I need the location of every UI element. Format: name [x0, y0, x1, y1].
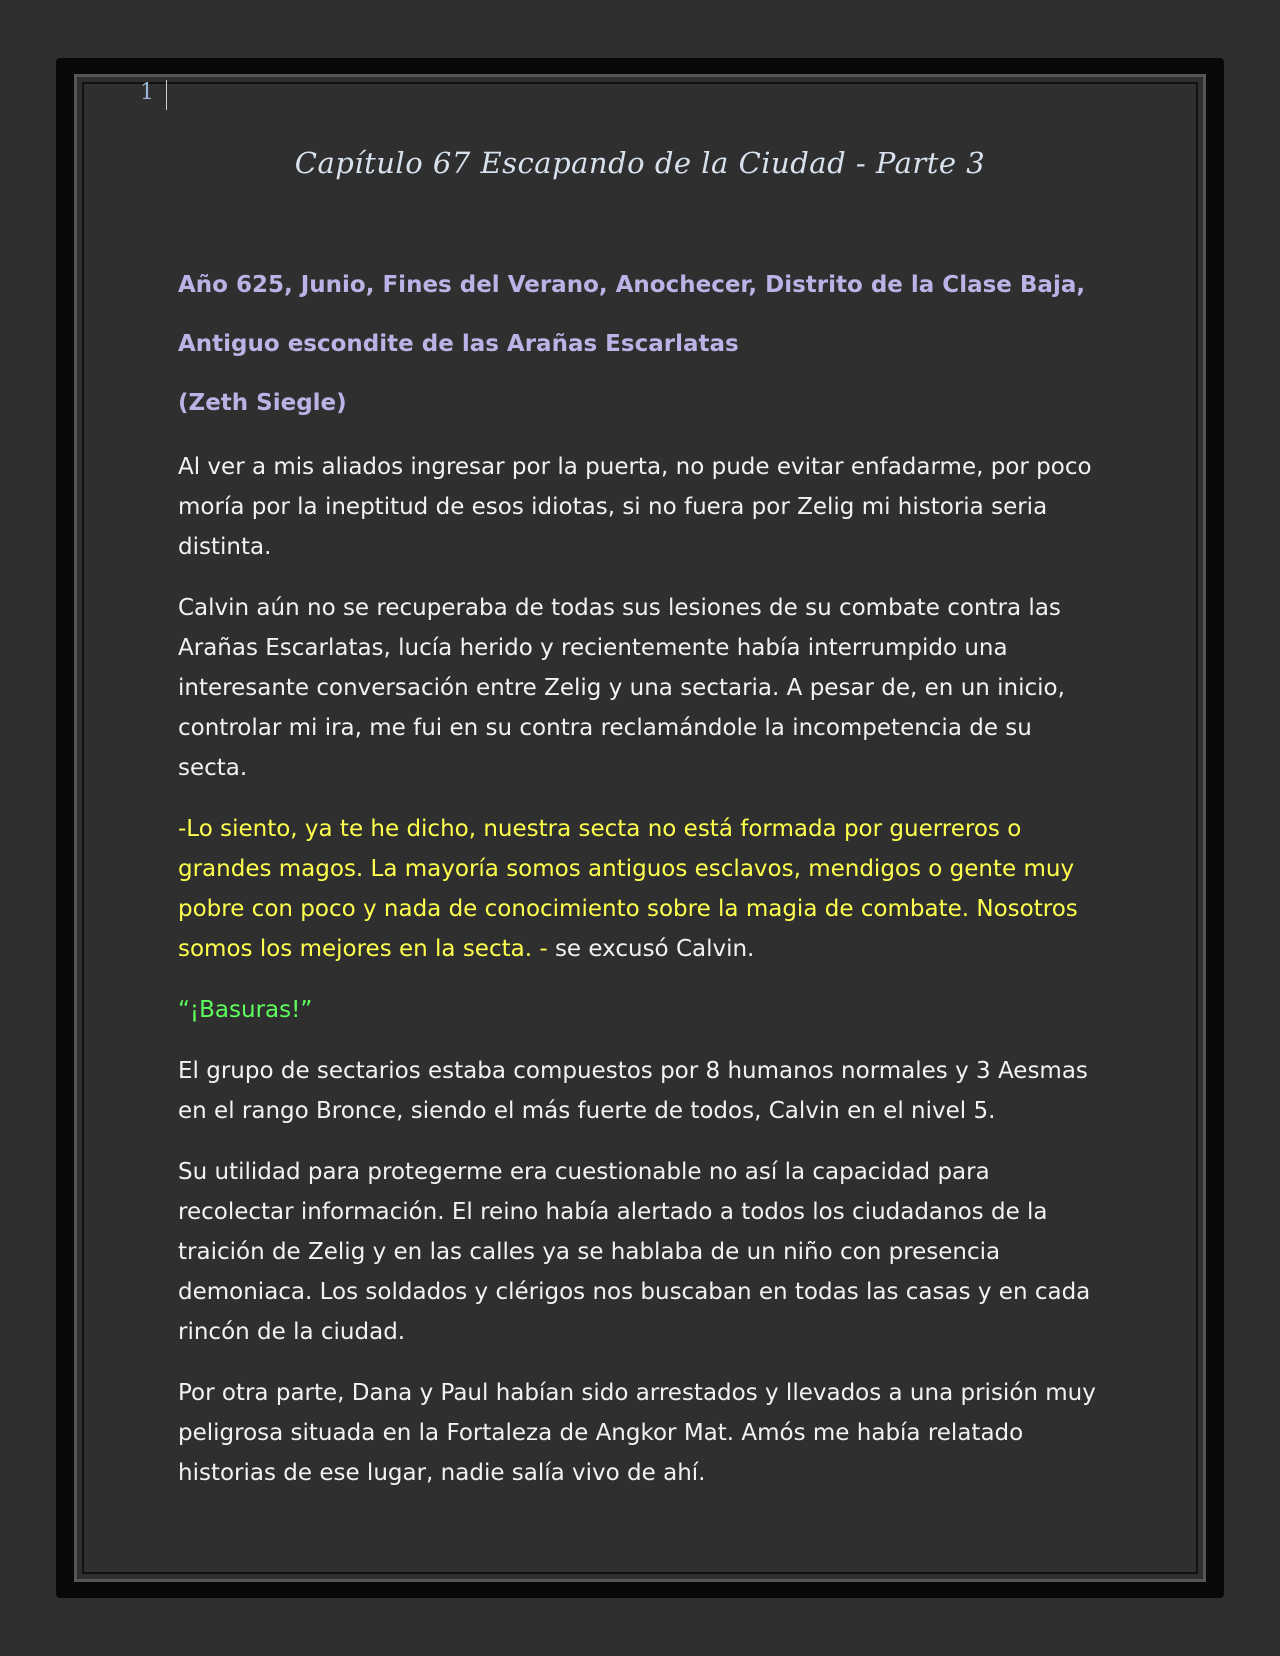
dialogue-tag: se excusó Calvin.	[547, 936, 755, 962]
narrator-heading: (Zeth Siegle)	[178, 390, 347, 416]
paragraph-3	[178, 809, 1098, 969]
text-cursor	[166, 80, 167, 110]
thought-text: “¡Basuras!”	[178, 997, 313, 1023]
paragraph-6: Su utilidad para protegerme era cuestionable no así la capacidad para recolectar información. El reino había alertado a todos los ciudadanos de la traición de Zelig y en las calles ya se hablaba de un niño con presencia demoniaca. Los soldados y clérigos nos buscaban en todas las casas y en cada rincón de la ciudad.	[178, 1159, 1091, 1345]
document-body	[178, 256, 1098, 1514]
scene-heading-line-2: Antiguo escondite de las Arañas Escarlatas	[178, 331, 739, 357]
scene-heading-line-1: Año 625, Junio, Fines del Verano, Anochecer, Distrito de la Clase Baja,	[178, 272, 1086, 298]
dialogue-text: -Lo siento, ya te he dicho, nuestra secta no está formada por guerreros o grandes magos. La mayoría somos antiguos esclavos, mendigos o gente muy pobre con poco y nada de conocimiento sobre la magia de combate. Nosotros somos los mejores en la secta. -	[178, 816, 1078, 962]
paragraph-5: El grupo de sectarios estaba compuestos por 8 humanos normales y 3 Aesmas en el rango Bronce, siendo el más fuerte de todos, Calvin en el nivel 5.	[178, 1058, 1088, 1124]
chapter-title: Capítulo 67 Escapando de la Ciudad - Parte 3	[294, 146, 986, 180]
paragraph-1: Al ver a mis aliados ingresar por la puerta, no pude evitar enfadarme, por poco moría por la ineptitud de esos idiotas, si no fuera por Zelig mi historia seria distinta.	[178, 454, 1092, 560]
paragraph-7: Por otra parte, Dana y Paul habían sido arrestados y llevados a una prisión muy peligrosa situada en la Fortaleza de Angkor Mat. Amós me había relatado historias de ese lugar, nadie salía vivo de ahí.	[178, 1380, 1096, 1486]
page-number: 1	[140, 80, 154, 105]
paragraph-2: Calvin aún no se recuperaba de todas sus lesiones de su combate contra las Arañas Escarlatas, lucía herido y recientemente había interrumpido una interesante conversación entre Zelig y una sectaria. A pesar de, en un inicio, controlar mi ira, me fui en su contra reclamándole la incompetencia de su secta.	[178, 595, 1065, 781]
